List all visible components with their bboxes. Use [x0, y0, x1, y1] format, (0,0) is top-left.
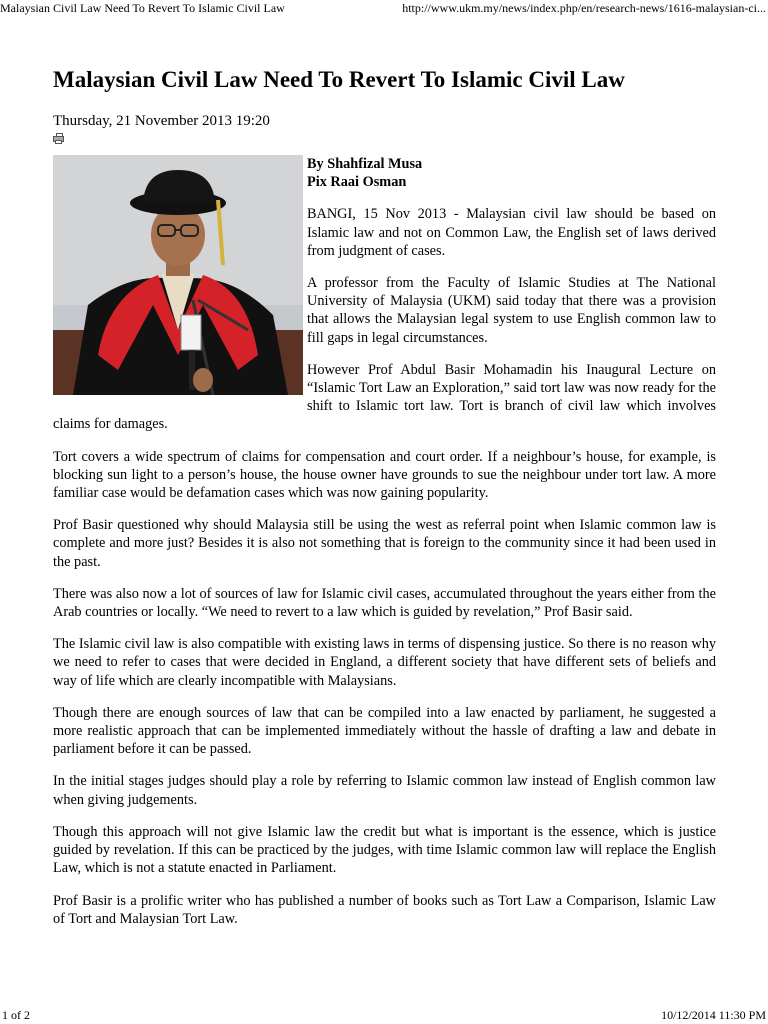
- paragraph: In the initial stages judges should play a role by referring to Islamic common law instead of English common law when giving judgements.: [53, 773, 716, 808]
- professor-photo: [53, 155, 303, 395]
- page-number: 1 of 2: [2, 1008, 30, 1022]
- byline-photo-credit: Pix Raai Osman: [307, 174, 407, 191]
- printer-icon[interactable]: [53, 133, 64, 143]
- print-timestamp: 10/12/2014 11:30 PM: [661, 1008, 766, 1022]
- print-header: [0, 0, 768, 16]
- paragraph: Though this approach will not give Islamic law the credit but what is important is the essence, which is justice guided by revelation. If this can be practiced by the judges, with time Islamic common law will replace the English Law, which is not a statute enacted in Parliament.: [53, 823, 716, 877]
- paragraph: Tort covers a wide spectrum of claims for compensation and court order. If a neighbour’s house, for example, is blocking sun light to a person’s house, the house owner have grounds to sue the neighbour under tort law. A more familiar case would be defamation cases which was now gaining popularity.: [53, 448, 716, 502]
- paragraph: Prof Basir is a prolific writer who has published a number of books such as Tort Law a Comparison, Islamic Law of Tort and Malaysian Tort Law.: [53, 892, 716, 927]
- paragraph: Though there are enough sources of law that can be compiled into a law enacted by parliament, he suggested a more realistic approach that can be implemented immediately without the hassle of drafting a law and debate in parliament before it can be passed.: [53, 704, 716, 758]
- professor-photo-illustration: [53, 155, 303, 395]
- print-header-title: Malaysian Civil Law Need To Revert To Islamic Civil Law: [0, 1, 285, 15]
- paragraph: BANGI, 15 Nov 2013 - Malaysian civil law should be based on Islamic law and not on Common Law, the English set of laws derived from judgment of cases.: [307, 206, 716, 259]
- article-title: Malaysian Civil Law Need To Revert To Islamic Civil Law: [53, 67, 625, 92]
- paragraph: However Prof Abdul Basir Mohamadin his Inaugural Lecture on “Islamic Tort Law an Exploration,” said tort law was now ready for the shift to Islamic tort law. Tort is branch of civil law which involves claims for damages.: [53, 361, 716, 433]
- article: [53, 60, 716, 942]
- print-header-url: http://www.ukm.my/news/index.php/en/research-news/1616-malaysian-ci...: [402, 1, 766, 15]
- paragraph: The Islamic civil law is also compatible with existing laws in terms of dispensing justice. So there is no reason why we need to refer to cases that were decided in England, a different society that have different sets of beliefs and way of life which are clearly incompatible with Malaysians.: [53, 636, 716, 689]
- paragraph: There was also now a lot of sources of law for Islamic civil cases, accumulated throughout the years either from the Arab countries or locally. “We need to revert to a law which is guided by revelation,” Prof Basir said.: [53, 585, 716, 621]
- paragraph: Prof Basir questioned why should Malaysia still be using the west as referral point when Islamic common law is complete and more just? Besides it is also not something that is foreign to the community since it had been used in the past.: [53, 517, 716, 570]
- paragraph: A professor from the Faculty of Islamic Studies at The National University of Malaysia (UKM) said today that there was a provision that allows the Malaysian legal system to use English common law to fill gaps in legal circumstances.: [307, 275, 716, 346]
- article-date: Thursday, 21 November 2013 19:20: [53, 113, 270, 129]
- byline-author: By Shahfizal Musa: [307, 156, 423, 172]
- article-body: [53, 155, 716, 928]
